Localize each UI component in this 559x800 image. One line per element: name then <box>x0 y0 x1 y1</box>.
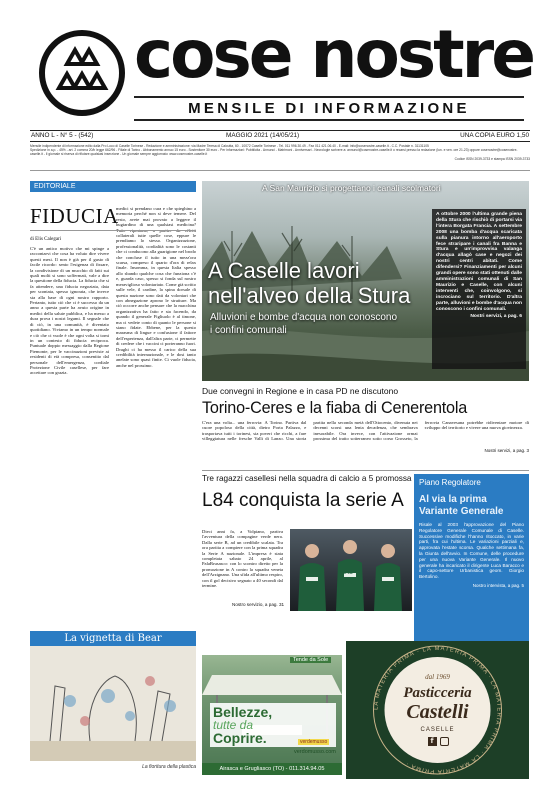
piano-headline: Al via la prima Variante Generale <box>419 494 504 517</box>
masthead-subtitle: MENSILE DI INFORMAZIONE <box>188 100 470 117</box>
sport-article <box>202 474 412 644</box>
instagram-icon[interactable] <box>440 737 449 746</box>
tcc-article <box>202 386 529 456</box>
lead-kicker: A San Maurizio si progettano i canali scolmatori <box>262 183 441 193</box>
facebook-icon[interactable]: f <box>428 737 437 746</box>
players-illustration <box>290 529 412 611</box>
pastry-city: CASELLE <box>420 727 455 733</box>
ad-garden <box>202 655 342 775</box>
sport-ref: Nostro servizio, a pag. 31 <box>232 602 285 607</box>
ad-garden-line3: Coprire. <box>213 730 267 746</box>
editorial-column-1: C'è un antico motivo che mi spinge a raccontarvi che cosa ha voluto dire vivere questi mesi. Il non è già per il gusto di facile ricordo: sento l'esigenza di fissare, la condivisione di un mucchio di fatti sui quali molti si sono soffermati, vale a dire la questione della fiducia. La fiducia che si fa attendere, una fiducia negoziata, data per scontata, spesso ignorata, che invece sta alla base di ogni nostro rapporto. Pertanto, tutto ciò che ci è successo da un anno a questa parte ha avuto origine in medici della salute pubblica, e ha messo a dura prova i nostri legami. Il segnale che di ciò, in una comunità, è diventato quotidiano. Viviamo in un tempo normale e ciò che ci vuole è che ogni volta si torni in un contesto di fiducia reciproca. Puntuale doppio messaggio dalla Regione Piemonte, per le vaccinazioni previste ai residenti di età compresa, consentito dal personale dell'emergenza, cordiale Protezione Civile casellese, per fare accettare con grazia. <box>30 246 109 376</box>
fine-print: Mensile indipendente di informazione edito dalla Pro Loco di Caselle Torinese - Redazione e amministrazione: via Madre Teresa di Calcutta, 60 - 10072 Caselle Torinese - Tel. 011 996.30.49 - Fax 011 421.06.40 - E-mail: info@cosenostre-caselle.it - C.C. Postale n. 31131105 Spedizione in a.p. - 45% - art. 2 comma 20/b legge 662/96 - Filiale di Torino - Abbonamento annuo 15 euro - Sostenitore 30 euro - Per informazioni: Pubblicita - Annunci - Matrimoni - Anniversari - Necrologie scrivere a: annunci@cosenostre-caselle.it o recarsi presso la redazione (lun. e ven. ore 21-23) oppure cosenostre@cosenostre-caselle.it - Il giornale si riserva di rifiutare qualsiasi inserzione - Un giornale sempre aggiornato: www.cosenostre-caselle.it Codice ISSN 2039-3733 e stampa ISSN 2039-3733 <box>30 144 530 161</box>
tcc-kicker: Due convegni in Regione e in casa PD ne discutono <box>202 386 399 396</box>
sport-text: Dieci anni fa, a Volpiano, partiva l'avventura della compagine verde nera. Dalla serie B, ad un credibile scalata. Tra ora partita a compiere con la prima squadra la Serie A nazionale. L'impresa è stata completata sabato 24 aprile, al PalaBrusasco: con lo scontro diretto per la promozione in A contro la squadra veneta dell'Arzignano. Una sfida all'ultimo respiro, con il gol decisivo segnato a 40 secondi dal termine. <box>202 529 283 589</box>
vignetta <box>30 631 196 776</box>
ad-garden-line2: tutte da <box>213 718 254 732</box>
tcc-text: C'era una volta... una ferrovia: A Torino. Partiva dal cuore popoloso della città, dietro Porta Palazzo, e trasportava tutti i torinesi, sia poveri che ricchi, a fare villeggiatura nelle fresche Valli di Lanzo. Una storia partita nella seconda metà dell'Ottocento, divenuta nei decenni scorsi una lenta decadenza, che sembrava inesorabile. Ora invece, con l'attivazione ormai prossima del tratto sotterraneo sotto corso Grosseto, la ferrovia Canavesana potrebbe ridiventare motore di sviluppo del territorio e vivere una nuova giovinezza. <box>202 420 529 442</box>
logo-mark-icon <box>39 30 125 116</box>
masthead-title: cose nostre <box>134 16 533 93</box>
lead-box <box>432 209 526 369</box>
piano-kicker: Piano Regolatore <box>419 478 481 487</box>
ad-garden-top-label: Tende da Sole <box>290 657 331 663</box>
lead-box-ref: Nostri servizi, a pag. 6 <box>470 314 522 320</box>
lead-headline: A Caselle lavori nell'alveo della Stura <box>208 258 411 308</box>
jersey-sponsor: SPEA <box>343 571 353 575</box>
sport-kicker: Tre ragazzi casellesi nella squadra di calcio a 5 promossa <box>202 474 412 483</box>
ad-garden-brand: verdemusso <box>300 739 328 745</box>
piano-article <box>414 474 529 644</box>
issue-date: MAGGIO 2021 (14/05/21) <box>226 132 300 139</box>
piano-ref: Nostro intervista, a pag. 5 <box>472 582 524 588</box>
ad-garden-footer: Airasca e Grugliasco (TO) - 011.314.94.05 <box>202 763 342 775</box>
cartoon-illustration <box>30 646 196 761</box>
ad-garden-line1: Bellezze, <box>213 704 273 720</box>
editorial-byline: di Elis Calegari <box>30 237 62 242</box>
editorial <box>30 181 196 623</box>
sport-photo <box>290 529 412 611</box>
tcc-headline: Torino-Ceres e la fiaba di Cenerentola <box>202 399 468 417</box>
lead-box-text: A ottobre 2000 l'ultima grande piena della Stura che rischiò di portarsi via l'intera Borgata Francia. A settembre 2008 una bomba d'acqua scaricata sulla pianura intorno all'aeroporto fece straripare i canali fra Banna e Stura e un'improvvisa valanga d'acqua allagò case e negozi dei nostri centri abitati. Come difendersi? Finanziamenti per alcuni grandi opere sono stati ottenuti dalle amministrazioni comunali di San Maurizio e Caselle, con alcuni interventi che, coinvolgono, si incrociano sul territorio. D'altra parte, alluvioni e bombe d'acqua non conoscono i confini comunali. <box>436 212 522 312</box>
pastry-name-1: Pasticceria <box>403 685 472 701</box>
pastry-name-2: Castelli <box>406 701 469 723</box>
lead-deck: Alluvioni e bombe d'acqua non conoscono i confini comunali <box>210 312 398 336</box>
masthead <box>0 0 559 150</box>
issue-number: ANNO L - N° 5 - (542) <box>31 132 94 139</box>
vignetta-cartoon <box>30 646 196 761</box>
pastry-social <box>425 737 451 747</box>
piano-text: Risale al 2003 l'approvazione del Piano Regolatore Generale Comunale di Caselle. Successive modifiche l'hanno ritoccato, in varie parti, fra cui l'ultima. Le variazioni parziali e, approvata l'estate scorsa. Qualche settimana fa, la Giunta dell'avvio. In Comune, delle procedure per una nuova Variante Generale. Il nuovo generale ha incaricato il dirigente Luca Baracco e il capo-settore Urbanistica geom. Giorgio Bertolino. <box>419 522 524 580</box>
pastry-since: dal 1969 <box>425 673 450 681</box>
svg-text:LA MATERIA PRIMA · LA MATERIA: LA MATERIA PRIMA · LA MATERIA PRIMA · LA MATERIA PRIMA · LA MATERIA PRIMA · <box>373 645 502 775</box>
tcc-ref: Nostri servizi, a pag. 3 <box>484 448 529 453</box>
vignetta-caption: La fioritura della plastica <box>142 764 196 770</box>
ad-garden-url[interactable]: verdomusso.com <box>294 749 336 755</box>
vignetta-title: La vignetta di Bear <box>30 631 196 646</box>
lead-photo <box>202 181 529 381</box>
ad-pastry <box>346 641 529 779</box>
editorial-kicker: EDITORIALE <box>30 181 196 192</box>
editorial-title: FIDUCIA <box>30 204 119 228</box>
sport-headline: L84 conquista la serie A <box>202 490 404 511</box>
issue-price: UNA COPIA EURO 1,50 <box>460 132 529 139</box>
editorial-column-2: medici si prendano cura e che spieghino a memoria perché non si deve temere. Del resto, avete mai provato a leggere il bugiardino di una qualsiasi medicina? collaterali tutte quelle cose, eppure le prendiamo lo stesso. Organizzazione, professionalità, cordialità sono le costanti che ci conducono alla guarigione nel brodo che concluse il tutto in una mezz'ora scarsa, compreso il quarto d'ora di relax finale. Insomma, in questa Italia spesso allo sbando qualche cosa che funziona c'è e, guarda caso, spesso si fonda sul nostro meraviglioso volontariato. Come già scritto sulle vele, il cardine, la spina dorsale di questa nazione sono dati da volontari che con abnegazione aprono le strutture. Ma ciò occorre anche pensare che la macchina organizzativa ha fatto e sta facendo, da quando il generale Figliuolo è al timone, ma ci vedete conto di quanto le persone si siano fidate. Ebbene, per la questo marasma di lingue e confusione il fattore dell'esperienza, dall'altra parte, ci permette di credere che i vaccini ci porteranno fuori. Draghi ci ha messo il carico della sua credibilità internazionale, e le dosi tanto anelate sono quasi finite. Ci vuole fiducia, anche nel prossimo. <box>116 206 196 368</box>
